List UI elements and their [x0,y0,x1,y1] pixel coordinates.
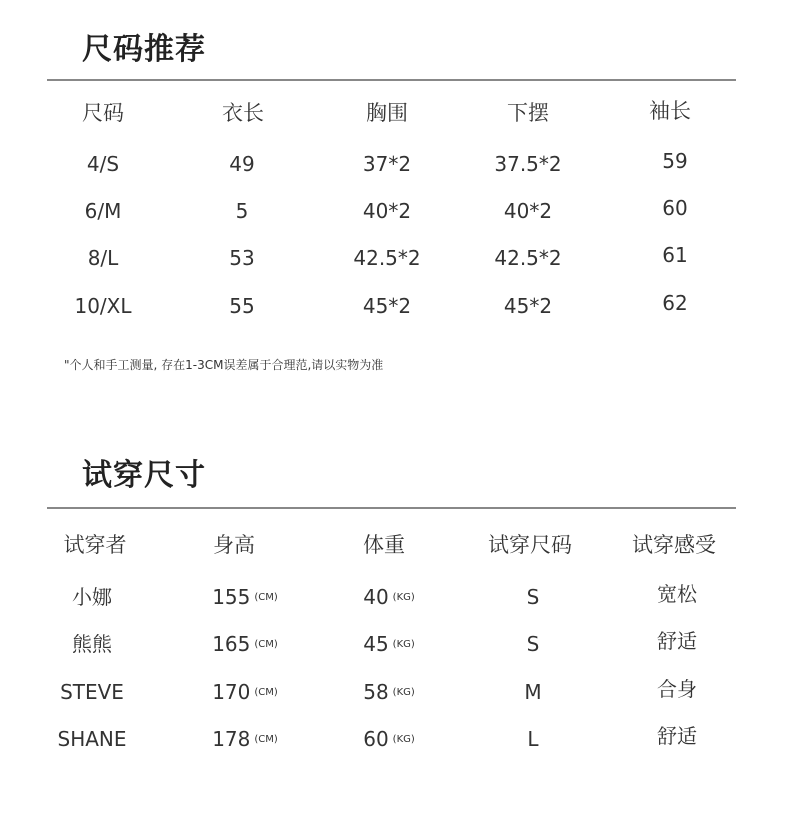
fit-row-1-height-unit: (CM) [254,639,278,650]
size-row-1-length: 5 [235,199,249,223]
fit-row-0-feel: 宽松 [657,582,697,606]
size-row-3-size: 10/XL [74,294,132,318]
fit-row-3-weight-unit: (KG) [392,734,415,745]
size-header-length: 衣长 [222,101,264,125]
fit-header-weight: 体重 [363,533,405,557]
fit-row-2-weight-value: 58 [363,680,389,704]
fit-header-size: 试穿尺码 [488,533,572,557]
fit-row-3-height [212,727,278,752]
fit-row-1-weight-value: 45 [363,632,389,656]
size-row-3-length: 55 [229,294,255,318]
fit-row-1-height-value: 165 [212,632,251,656]
fit-row-1-height [212,632,278,657]
fit-row-0-height-unit: (CM) [254,592,278,603]
size-header-chest: 胸围 [366,101,408,125]
size-header-hem: 下摆 [507,101,549,125]
size-row-1-size: 6/M [84,199,122,223]
fit-row-3-name: SHANE [57,727,127,751]
fit-row-2-size: M [524,680,542,704]
measurement-note: "个人和手工测量, 存在1-3CM误差属于合理范,请以实物为准 [64,358,384,372]
fit-row-0-height-value: 155 [212,585,251,609]
fit-row-2-name: STEVE [60,680,124,704]
fit-section-title: 试穿尺寸 [82,458,206,493]
fit-row-0-size: S [526,585,540,609]
fit-row-2-height [212,680,278,705]
fit-header-height: 身高 [213,533,255,557]
fit-header-feel: 试穿感受 [632,533,716,557]
fit-row-3-height-unit: (CM) [254,734,278,745]
fit-row-2-height-unit: (CM) [254,687,278,698]
fit-row-1-name: 熊熊 [72,632,112,656]
fit-row-1-feel: 舒适 [657,629,697,653]
size-row-2-hem: 42.5*2 [494,246,562,270]
size-row-1-chest: 40*2 [362,199,412,223]
size-row-2-sleeve: 61 [662,243,688,267]
size-row-3-sleeve: 62 [662,291,688,315]
size-row-2-chest: 42.5*2 [353,246,421,270]
fit-header-tester: 试穿者 [63,533,127,557]
fit-row-0-height [212,585,278,610]
fit-row-2-weight-unit: (KG) [392,687,415,698]
fit-row-0-name: 小娜 [72,585,112,609]
fit-row-3-weight [363,727,415,752]
fit-section-divider [47,507,736,509]
fit-row-3-feel: 舒适 [657,724,697,748]
size-row-0-size: 4/S [86,152,120,176]
size-row-0-length: 49 [229,152,255,176]
size-row-3-chest: 45*2 [362,294,412,318]
size-row-0-chest: 37*2 [362,152,412,176]
fit-row-2-feel: 合身 [657,677,697,701]
size-header-sleeve: 袖长 [649,99,691,123]
size-header-size: 尺码 [82,101,124,125]
size-row-1-hem: 40*2 [503,199,553,223]
size-section-title: 尺码推荐 [82,32,206,67]
size-section-divider [47,79,736,81]
fit-row-0-weight [363,585,415,610]
size-row-0-sleeve: 59 [662,149,688,173]
fit-row-1-weight [363,632,415,657]
size-row-2-size: 8/L [87,246,119,270]
fit-row-1-weight-unit: (KG) [392,639,415,650]
fit-row-3-size: L [527,727,539,751]
size-row-2-length: 53 [229,246,255,270]
size-row-3-hem: 45*2 [503,294,553,318]
size-row-0-hem: 37.5*2 [494,152,562,176]
fit-row-2-height-value: 170 [212,680,251,704]
fit-row-1-size: S [526,632,540,656]
fit-row-0-weight-value: 40 [363,585,389,609]
fit-row-2-weight [363,680,415,705]
fit-row-3-weight-value: 60 [363,727,389,751]
fit-row-3-height-value: 178 [212,727,251,751]
fit-row-0-weight-unit: (KG) [392,592,415,603]
size-row-1-sleeve: 60 [662,196,688,220]
